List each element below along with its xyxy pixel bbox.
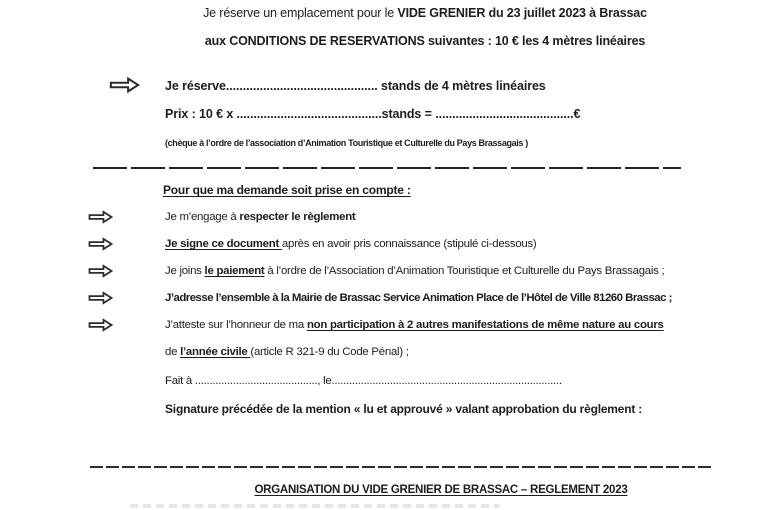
arrow-right-icon xyxy=(109,76,140,99)
condition-item: Je joins le paiement à l’ordre de l’Association d’Animation Touristique et Culturelle du Pays Brassagais ; xyxy=(165,265,665,277)
section-separator xyxy=(93,167,681,169)
arrow-right-icon xyxy=(88,264,113,283)
cut-line-separator xyxy=(90,466,712,468)
condition-item-continuation: de l’année civile (article R 321-9 du Code Pénal) ; xyxy=(165,346,409,358)
arrow-right-icon xyxy=(88,318,113,337)
reserve-fill-line: Je réserve............................................. stands de 4 mètres linéaires xyxy=(165,79,546,93)
arrow-right-icon xyxy=(88,291,113,310)
arrow-right-icon xyxy=(88,210,113,229)
cutoff-text-remnant xyxy=(130,504,500,508)
condition-item: J’adresse l’ensemble à la Mairie de Brassac Service Animation Place de l’Hôtel de Ville 81260 Brassac ; xyxy=(165,292,672,304)
intro-line-1: Je réserve un emplacement pour le VIDE GRENIER du 23 juillet 2023 à Brassac xyxy=(203,6,647,20)
condition-item: Je signe ce document après en avoir pris connaissance (stipulé ci-dessous) xyxy=(165,238,537,250)
signature-instruction: Signature précédée de la mention « lu et approuvé » valant approbation du règlement : xyxy=(165,402,643,416)
footer-title: ORGANISATION DU VIDE GRENIER DE BRASSAC – REGLEMENT 2023 xyxy=(254,484,628,496)
conditions-heading: Pour que ma demande soit prise en compte : xyxy=(163,183,411,197)
condition-item: J’atteste sur l’honneur de ma non participation à 2 autres manifestations de même nature au cours xyxy=(165,319,664,331)
arrow-right-icon xyxy=(88,237,113,256)
intro-line-2: aux CONDITIONS DE RESERVATIONS suivantes : 10 € les 4 mètres linéaires xyxy=(204,34,646,48)
condition-item: Je m’engage à respecter le règlement xyxy=(165,211,356,223)
date-fill-line: Fait à .........................................., le............................................................................... xyxy=(165,375,562,387)
price-fill-line: Prix : 10 € x ...........................................stands = .........................................€ xyxy=(165,107,581,121)
cheque-note: (chèque à l’ordre de l’association d’Animation Touristique et Culturelle du Pays Brassagais ) xyxy=(165,138,528,148)
